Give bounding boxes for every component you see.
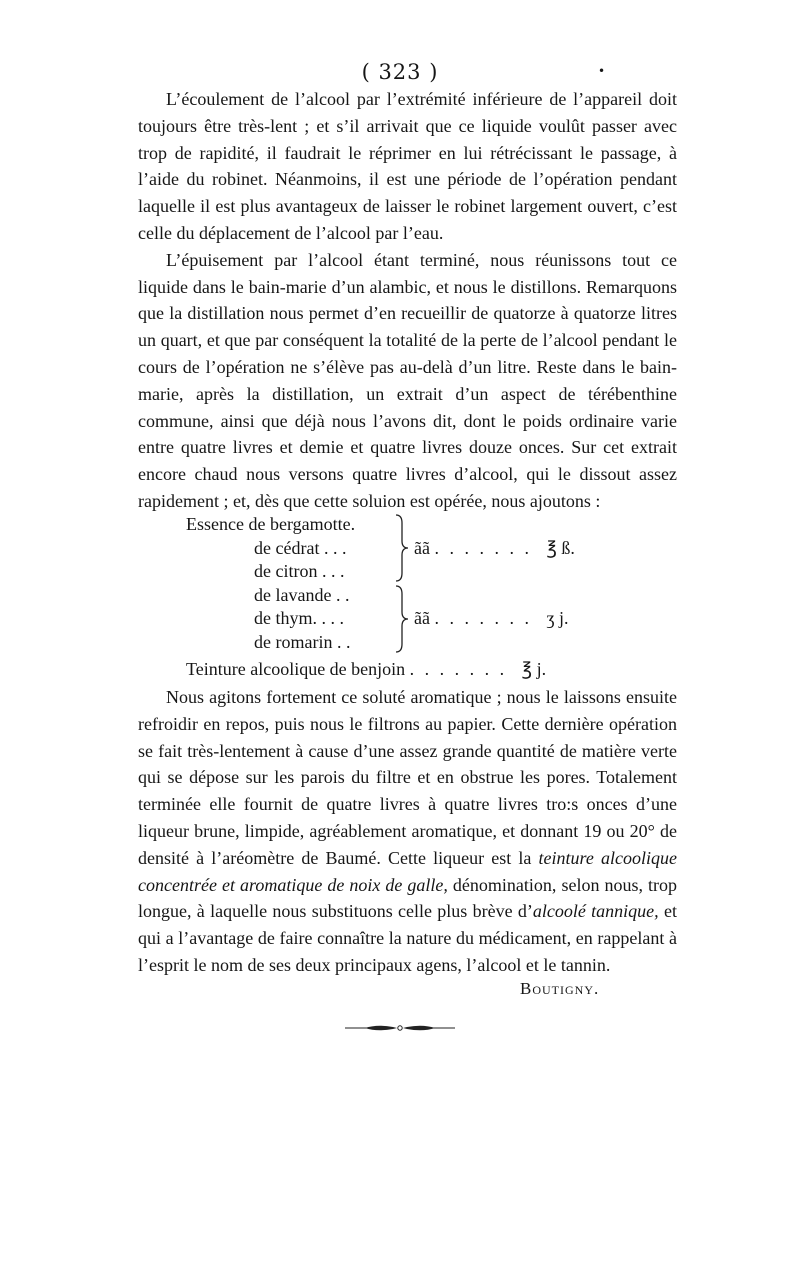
leader-dots: . . . . . . . xyxy=(434,537,532,558)
ornament-divider-icon xyxy=(345,1018,455,1028)
brace-icon xyxy=(394,513,410,583)
paragraph-2: L’épuisement par l’alcool étant terminé, nous réunissons tout ce liquide dans le bain-marie d’un alambic, et nous le distillons. Remarquons que la distillation nous permet d’en recueillir de quatorze à quatorze litres un quart, et que par conséquent la totalité de la perte de l’alcool pendant le cours de l’opération ne s’élève pas au-delà d’un litre. Reste dans le bain-marie, après la distillation, un extrait d’un aspect de térébenthine commune, ainsi que déjà nous l’avons dit, dont le poids ordinaire varie entre quatre livres et demie et quatre livres douze onces. Sur cet extrait encore chaud nous versons quatre livres d’alcool, qui le dissout assez rapidement ; et, dès que cette soluion est opérée, nous ajoutons : xyxy=(138,249,677,511)
ingredient-name: de thym. . . . xyxy=(254,608,344,628)
paragraph-3-text-c: et qui a l’avantage de faire connaître la nature du médicament, en rappelant à l’esprit le nom de ses deux principaux agens, l’alcool et le tannin. xyxy=(138,901,677,975)
page-number: ( 323 ) xyxy=(361,60,439,84)
leader-dots: . . . . . . . xyxy=(409,659,508,679)
body-text-bottom xyxy=(138,684,677,979)
ingredient-name: de cédrat . . . xyxy=(254,537,347,558)
recipe-group-2 xyxy=(186,584,626,655)
ingredient-name: de citron . . . xyxy=(254,561,345,581)
dosage-mark: ãã xyxy=(414,608,430,628)
paragraph-3-italic-1: teinture alcoolique concentrée et aromatique de noix de galle, xyxy=(138,847,677,895)
body-text-top xyxy=(138,86,677,515)
ingredient-name: de lavande . . xyxy=(254,584,350,605)
paragraph-3-text-b: dénomination, selon nous, trop longue, à laquelle nous substituons celle plus brève d’ xyxy=(138,874,677,922)
group-1-quantity xyxy=(414,537,575,561)
recipe-list xyxy=(186,513,626,684)
paragraph-3-italic-2: alcoolé tannique, xyxy=(532,901,659,922)
paragraph-1: L’écoulement de l’alcool par l’extrémité inférieure de l’appareil doit toujours être très-lent ; et s’il arrivait que ce liquide voulût passer avec trop de rapidité, il faudrait le réprimer en lui rétrécissant le passage, à l’aide du robinet. Néanmoins, il est une période de l’opération pendant laquelle il est plus avantageux de laisser le robinet largement ouvert, c’est celle du déplacement de l’alcool par l’eau. xyxy=(138,89,677,243)
recipe-item-tincture xyxy=(186,654,626,684)
paragraph-3 xyxy=(138,684,677,979)
amount: ʒ j. xyxy=(546,608,569,628)
amount: ℥ ß. xyxy=(546,537,575,558)
ingredient-name: Essence de bergamotte. xyxy=(186,514,356,534)
paragraph-3-text-a: Nous agitons fortement ce soluté aromatique ; nous le laissons ensuite refroidir en repos, puis nous le filtrons au papier. Cette dernière opération se fait très-lentement à cause d’une assez grande quantité de matière verte qui se dépose sur les parois du filtre et en obstrue les pores. Totalement terminée elle fournit de quatre livres à quatre livres tro:s onces d’une liqueur brune, limpide, agréablement aromatique, et donnant 19 ou 20° de densité à l’aréomètre de Baumé. Cette liqueur est la xyxy=(138,687,677,868)
brace-icon xyxy=(394,584,410,654)
recipe-group-1 xyxy=(186,513,626,584)
author-signature: Boutigny. xyxy=(520,979,600,998)
leader-dots: . . . . . . . xyxy=(434,608,532,628)
amount: ℥ j. xyxy=(521,659,547,679)
ingredient-name: de romarin . . xyxy=(254,631,351,652)
ingredient-name: Teinture alcoolique de benjoin xyxy=(186,659,406,679)
page-mark: • xyxy=(598,64,606,78)
group-2-quantity xyxy=(414,607,568,631)
dosage-mark: ãã xyxy=(414,537,430,558)
